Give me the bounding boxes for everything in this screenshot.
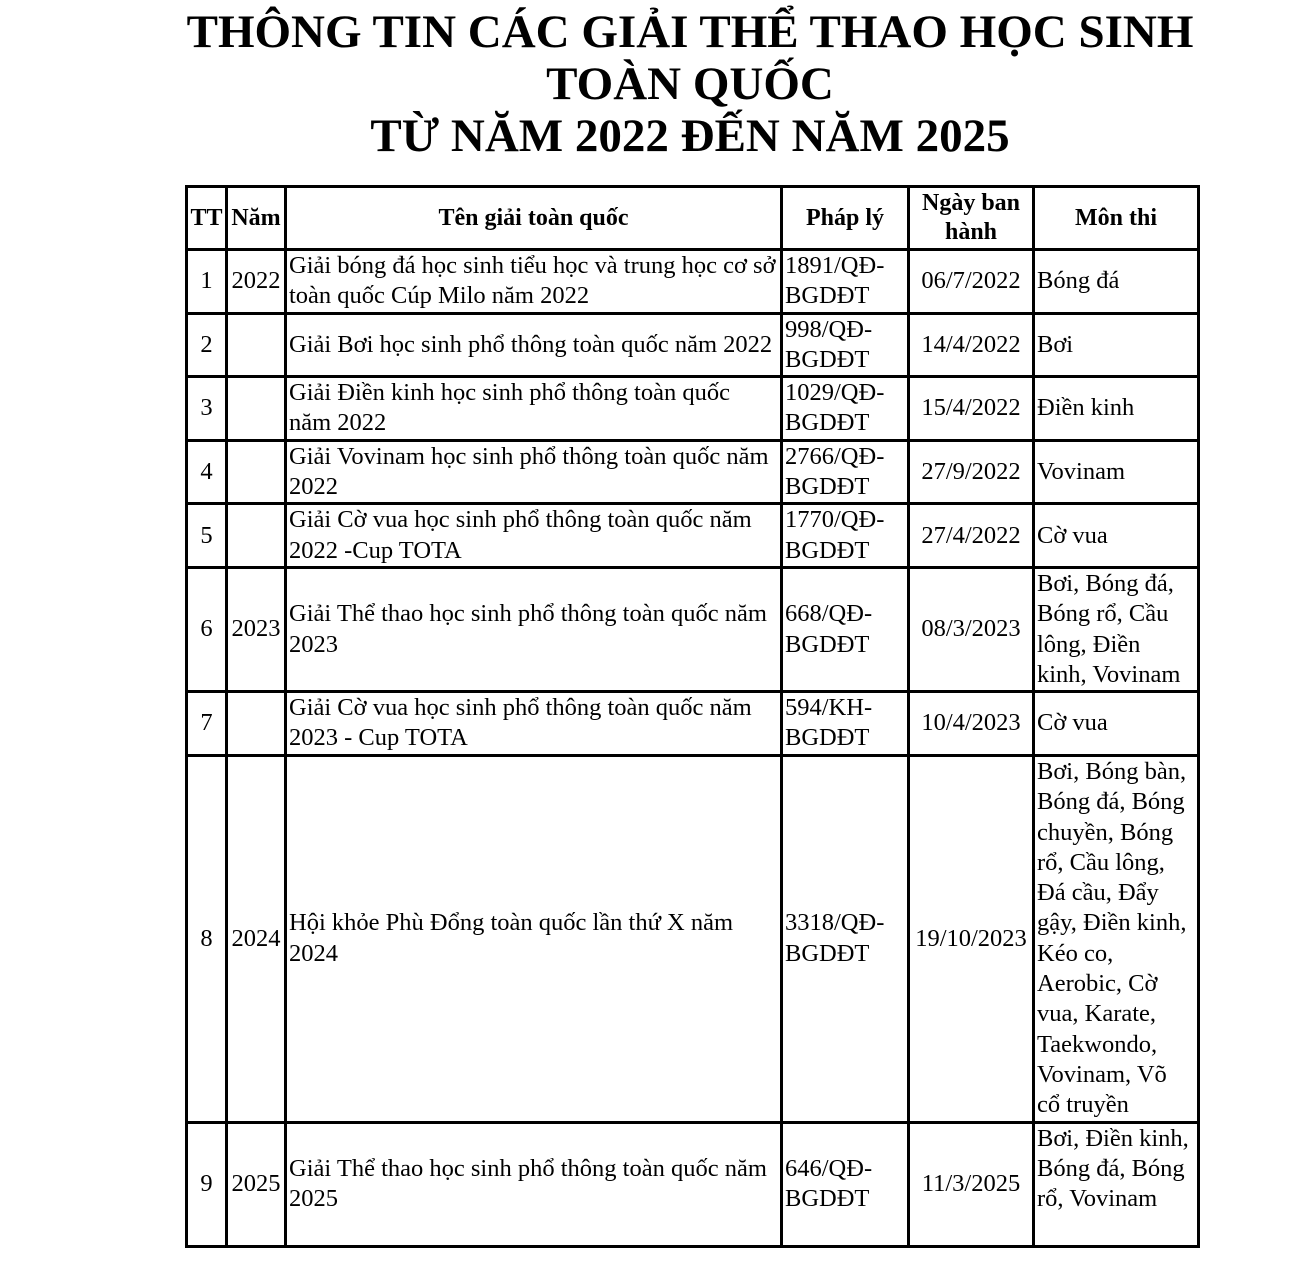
- table-row: [187, 692, 1199, 756]
- cell-tt: 9: [187, 1122, 227, 1246]
- cell-tt: 4: [187, 440, 227, 504]
- cell-year: [227, 377, 286, 441]
- cell-sport: Cờ vua: [1034, 504, 1199, 568]
- cell-name: Giải Cờ vua học sinh phổ thông toàn quốc năm 2022 -Cup TOTA: [286, 504, 782, 568]
- cell-tt: 7: [187, 692, 227, 756]
- cell-legal: 3318/QĐ-BGDĐT: [782, 755, 909, 1122]
- header-date: Ngày ban hành: [909, 187, 1034, 250]
- cell-year: [227, 440, 286, 504]
- cell-year: 2024: [227, 755, 286, 1122]
- header-sport: Môn thi: [1034, 187, 1199, 250]
- tournament-table: [185, 185, 1200, 1248]
- cell-year: 2022: [227, 250, 286, 314]
- cell-name: Giải Vovinam học sinh phổ thông toàn quốc năm 2022: [286, 440, 782, 504]
- cell-date: 08/3/2023: [909, 567, 1034, 691]
- cell-date: 14/4/2022: [909, 313, 1034, 377]
- header-legal: Pháp lý: [782, 187, 909, 250]
- cell-year: [227, 313, 286, 377]
- table-row: [187, 1122, 1199, 1246]
- cell-tt: 8: [187, 755, 227, 1122]
- cell-name: Giải Cờ vua học sinh phổ thông toàn quốc năm 2023 - Cup TOTA: [286, 692, 782, 756]
- cell-legal: 594/KH-BGDĐT: [782, 692, 909, 756]
- table-row: [187, 755, 1199, 1122]
- cell-name: Giải Thể thao học sinh phổ thông toàn quốc năm 2025: [286, 1122, 782, 1246]
- title-line-3: TỪ NĂM 2022 ĐẾN NĂM 2025: [370, 110, 1010, 162]
- table-row: [187, 567, 1199, 691]
- cell-name: Giải Thể thao học sinh phổ thông toàn quốc năm 2023: [286, 567, 782, 691]
- cell-tt: 1: [187, 250, 227, 314]
- cell-sport: Bơi: [1034, 313, 1199, 377]
- cell-year: 2023: [227, 567, 286, 691]
- cell-legal: 668/QĐ-BGDĐT: [782, 567, 909, 691]
- cell-legal: 2766/QĐ-BGDĐT: [782, 440, 909, 504]
- cell-date: 19/10/2023: [909, 755, 1034, 1122]
- cell-sport: Bơi, Bóng bàn, Bóng đá, Bóng chuyền, Bóng rổ, Cầu lông, Đá cầu, Đẩy gậy, Điền kinh, Kéo co, Aerobic, Cờ vua, Karate, Taekwondo, Vovinam, Võ cổ truyền: [1034, 755, 1199, 1122]
- cell-sport: Vovinam: [1034, 440, 1199, 504]
- cell-legal: 1891/QĐ-BGDĐT: [782, 250, 909, 314]
- cell-date: 06/7/2022: [909, 250, 1034, 314]
- cell-legal: 1770/QĐ-BGDĐT: [782, 504, 909, 568]
- cell-name: Giải Điền kinh học sinh phổ thông toàn quốc năm 2022: [286, 377, 782, 441]
- cell-tt: 3: [187, 377, 227, 441]
- cell-date: 11/3/2025: [909, 1122, 1034, 1246]
- cell-legal: 998/QĐ-BGDĐT: [782, 313, 909, 377]
- table-row: [187, 313, 1199, 377]
- header-tt: TT: [187, 187, 227, 250]
- cell-sport: Điền kinh: [1034, 377, 1199, 441]
- cell-year: [227, 692, 286, 756]
- cell-date: 27/9/2022: [909, 440, 1034, 504]
- cell-name: Giải bóng đá học sinh tiểu học và trung học cơ sở toàn quốc Cúp Milo năm 2022: [286, 250, 782, 314]
- cell-tt: 2: [187, 313, 227, 377]
- cell-year: [227, 504, 286, 568]
- table-row: [187, 440, 1199, 504]
- cell-legal: 646/QĐ-BGDĐT: [782, 1122, 909, 1246]
- cell-sport: Cờ vua: [1034, 692, 1199, 756]
- table-header-row: [187, 187, 1199, 250]
- cell-year: 2025: [227, 1122, 286, 1246]
- cell-date: 15/4/2022: [909, 377, 1034, 441]
- cell-legal: 1029/QĐ-BGDĐT: [782, 377, 909, 441]
- title-line-2: TOÀN QUỐC: [546, 58, 834, 110]
- cell-name: Hội khỏe Phù Đổng toàn quốc lần thứ X năm 2024: [286, 755, 782, 1122]
- table-row: [187, 504, 1199, 568]
- table-row: [187, 250, 1199, 314]
- cell-date: 27/4/2022: [909, 504, 1034, 568]
- cell-name: Giải Bơi học sinh phổ thông toàn quốc năm 2022: [286, 313, 782, 377]
- title-line-1: THÔNG TIN CÁC GIẢI THỂ THAO HỌC SINH: [186, 6, 1194, 58]
- document-title: [0, 6, 1290, 162]
- cell-sport: Bơi, Điền kinh, Bóng đá, Bóng rổ, Vovinam: [1034, 1122, 1199, 1246]
- cell-sport: Bơi, Bóng đá, Bóng rổ, Cầu lông, Điền kinh, Vovinam: [1034, 567, 1199, 691]
- cell-sport: Bóng đá: [1034, 250, 1199, 314]
- cell-date: 10/4/2023: [909, 692, 1034, 756]
- header-year: Năm: [227, 187, 286, 250]
- table-row: [187, 377, 1199, 441]
- cell-tt: 5: [187, 504, 227, 568]
- header-name: Tên giải toàn quốc: [286, 187, 782, 250]
- cell-tt: 6: [187, 567, 227, 691]
